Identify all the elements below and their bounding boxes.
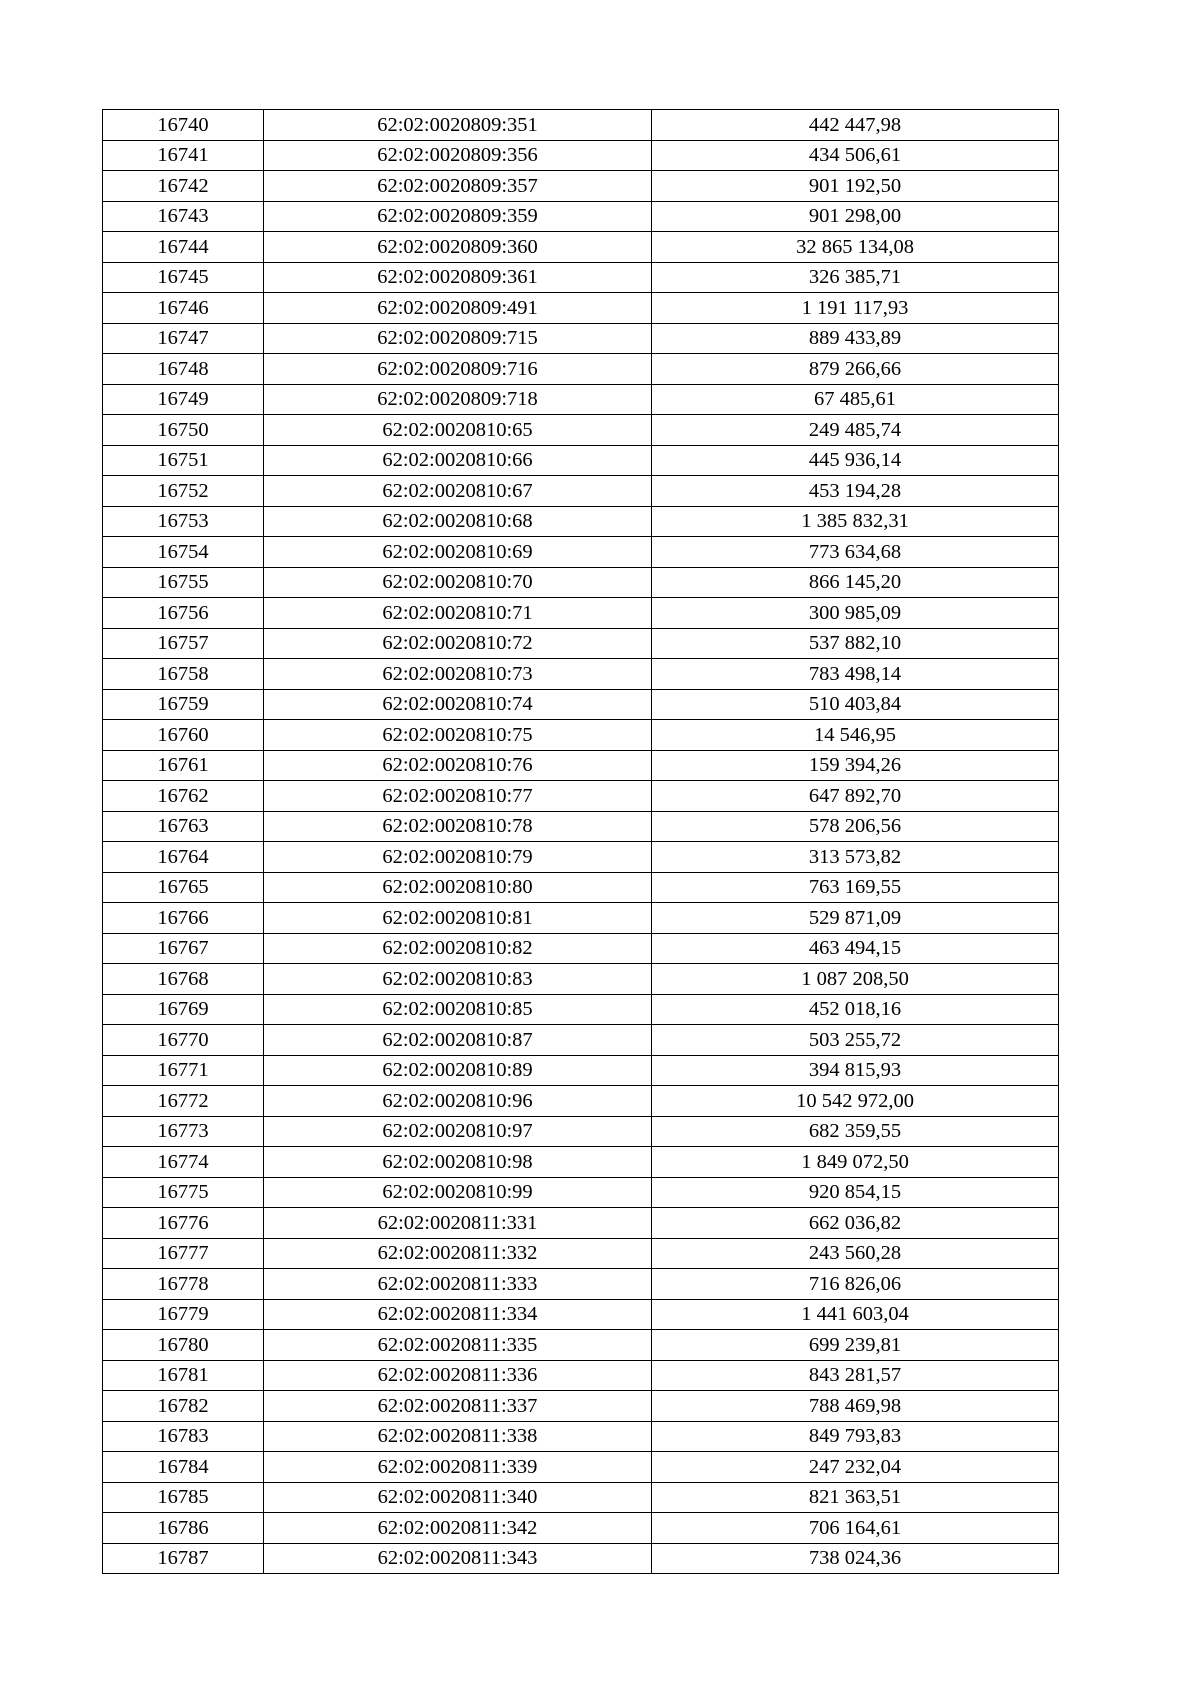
cadastral-value-cell: 788 469,98	[652, 1391, 1059, 1422]
row-number-cell: 16774	[103, 1147, 264, 1178]
row-number-cell: 16758	[103, 659, 264, 690]
cadastral-value-cell: 442 447,98	[652, 110, 1059, 141]
row-number-cell: 16775	[103, 1177, 264, 1208]
table-row	[103, 1055, 1059, 1086]
cadastral-number-cell: 62:02:0020811:339	[264, 1452, 652, 1483]
table-row	[103, 354, 1059, 385]
cadastral-value-cell: 821 363,51	[652, 1482, 1059, 1513]
cadastral-value-cell: 699 239,81	[652, 1330, 1059, 1361]
cadastral-number-cell: 62:02:0020809:360	[264, 232, 652, 263]
cadastral-value-cell: 578 206,56	[652, 811, 1059, 842]
table-row	[103, 1025, 1059, 1056]
cadastral-value-cell: 773 634,68	[652, 537, 1059, 568]
table-row	[103, 1177, 1059, 1208]
table-row	[103, 1391, 1059, 1422]
cadastral-value-cell: 1 087 208,50	[652, 964, 1059, 995]
cadastral-value-cell: 901 298,00	[652, 201, 1059, 232]
table-row	[103, 964, 1059, 995]
cadastral-value-cell: 662 036,82	[652, 1208, 1059, 1239]
row-number-cell: 16765	[103, 872, 264, 903]
cadastral-number-cell: 62:02:0020810:70	[264, 567, 652, 598]
row-number-cell: 16777	[103, 1238, 264, 1269]
cadastral-number-cell: 62:02:0020810:98	[264, 1147, 652, 1178]
cadastral-value-cell: 445 936,14	[652, 445, 1059, 476]
table-row	[103, 994, 1059, 1025]
row-number-cell: 16778	[103, 1269, 264, 1300]
cadastral-value-cell: 326 385,71	[652, 262, 1059, 293]
table-row	[103, 689, 1059, 720]
table-row	[103, 1513, 1059, 1544]
table-row	[103, 415, 1059, 446]
cadastral-value-cell: 249 485,74	[652, 415, 1059, 446]
cadastral-value-cell: 14 546,95	[652, 720, 1059, 751]
cadastral-number-cell: 62:02:0020810:65	[264, 415, 652, 446]
row-number-cell: 16750	[103, 415, 264, 446]
cadastral-value-cell: 463 494,15	[652, 933, 1059, 964]
cadastral-number-cell: 62:02:0020809:361	[264, 262, 652, 293]
cadastral-value-cell: 529 871,09	[652, 903, 1059, 934]
cadastral-number-cell: 62:02:0020810:83	[264, 964, 652, 995]
row-number-cell: 16743	[103, 201, 264, 232]
row-number-cell: 16780	[103, 1330, 264, 1361]
cadastral-number-cell: 62:02:0020810:72	[264, 628, 652, 659]
row-number-cell: 16754	[103, 537, 264, 568]
cadastral-value-cell: 247 232,04	[652, 1452, 1059, 1483]
table-row	[103, 262, 1059, 293]
cadastral-number-cell: 62:02:0020809:491	[264, 293, 652, 324]
table-body	[103, 110, 1059, 1574]
table-row	[103, 1086, 1059, 1117]
table-row	[103, 476, 1059, 507]
row-number-cell: 16745	[103, 262, 264, 293]
cadastral-number-cell: 62:02:0020810:67	[264, 476, 652, 507]
table-row	[103, 506, 1059, 537]
row-number-cell: 16772	[103, 1086, 264, 1117]
table-row	[103, 1238, 1059, 1269]
cadastral-value-cell: 706 164,61	[652, 1513, 1059, 1544]
row-number-cell: 16770	[103, 1025, 264, 1056]
cadastral-value-cell: 763 169,55	[652, 872, 1059, 903]
cadastral-number-cell: 62:02:0020809:716	[264, 354, 652, 385]
row-number-cell: 16751	[103, 445, 264, 476]
cadastral-value-cell: 300 985,09	[652, 598, 1059, 629]
row-number-cell: 16762	[103, 781, 264, 812]
cadastral-number-cell: 62:02:0020810:73	[264, 659, 652, 690]
cadastral-number-cell: 62:02:0020811:336	[264, 1360, 652, 1391]
table-row	[103, 1147, 1059, 1178]
cadastral-value-cell: 159 394,26	[652, 750, 1059, 781]
cadastral-number-cell: 62:02:0020809:357	[264, 171, 652, 202]
cadastral-value-cell: 1 849 072,50	[652, 1147, 1059, 1178]
row-number-cell: 16787	[103, 1543, 264, 1574]
cadastral-number-cell: 62:02:0020810:79	[264, 842, 652, 873]
row-number-cell: 16741	[103, 140, 264, 171]
cadastral-value-cell: 537 882,10	[652, 628, 1059, 659]
row-number-cell: 16767	[103, 933, 264, 964]
cadastral-number-cell: 62:02:0020810:96	[264, 1086, 652, 1117]
table-row	[103, 1330, 1059, 1361]
cadastral-value-cell: 313 573,82	[652, 842, 1059, 873]
cadastral-number-cell: 62:02:0020811:333	[264, 1269, 652, 1300]
cadastral-value-cell: 716 826,06	[652, 1269, 1059, 1300]
row-number-cell: 16763	[103, 811, 264, 842]
table-row	[103, 171, 1059, 202]
cadastral-value-cell: 10 542 972,00	[652, 1086, 1059, 1117]
cadastral-number-cell: 62:02:0020810:80	[264, 872, 652, 903]
cadastral-value-cell: 1 191 117,93	[652, 293, 1059, 324]
row-number-cell: 16784	[103, 1452, 264, 1483]
cadastral-value-cell: 849 793,83	[652, 1421, 1059, 1452]
cadastral-value-cell: 510 403,84	[652, 689, 1059, 720]
row-number-cell: 16753	[103, 506, 264, 537]
cadastral-number-cell: 62:02:0020809:718	[264, 384, 652, 415]
cadastral-number-cell: 62:02:0020810:97	[264, 1116, 652, 1147]
row-number-cell: 16740	[103, 110, 264, 141]
cadastral-value-table	[102, 109, 1059, 1574]
cadastral-number-cell: 62:02:0020810:75	[264, 720, 652, 751]
row-number-cell: 16756	[103, 598, 264, 629]
row-number-cell: 16744	[103, 232, 264, 263]
table-row	[103, 567, 1059, 598]
cadastral-value-cell: 67 485,61	[652, 384, 1059, 415]
cadastral-value-cell: 243 560,28	[652, 1238, 1059, 1269]
row-number-cell: 16759	[103, 689, 264, 720]
cadastral-value-cell: 843 281,57	[652, 1360, 1059, 1391]
cadastral-value-cell: 394 815,93	[652, 1055, 1059, 1086]
table-row	[103, 1208, 1059, 1239]
table-row	[103, 842, 1059, 873]
cadastral-number-cell: 62:02:0020810:89	[264, 1055, 652, 1086]
cadastral-number-cell: 62:02:0020811:337	[264, 1391, 652, 1422]
table-row	[103, 1421, 1059, 1452]
cadastral-number-cell: 62:02:0020811:335	[264, 1330, 652, 1361]
cadastral-number-cell: 62:02:0020811:340	[264, 1482, 652, 1513]
table-row	[103, 140, 1059, 171]
row-number-cell: 16748	[103, 354, 264, 385]
cadastral-number-cell: 62:02:0020811:338	[264, 1421, 652, 1452]
row-number-cell: 16746	[103, 293, 264, 324]
cadastral-number-cell: 62:02:0020810:69	[264, 537, 652, 568]
cadastral-number-cell: 62:02:0020810:85	[264, 994, 652, 1025]
row-number-cell: 16785	[103, 1482, 264, 1513]
table-row	[103, 811, 1059, 842]
table-row	[103, 598, 1059, 629]
row-number-cell: 16783	[103, 1421, 264, 1452]
table-row	[103, 201, 1059, 232]
cadastral-number-cell: 62:02:0020811:342	[264, 1513, 652, 1544]
row-number-cell: 16779	[103, 1299, 264, 1330]
cadastral-value-cell: 920 854,15	[652, 1177, 1059, 1208]
row-number-cell: 16742	[103, 171, 264, 202]
row-number-cell: 16755	[103, 567, 264, 598]
row-number-cell: 16747	[103, 323, 264, 354]
cadastral-number-cell: 62:02:0020811:334	[264, 1299, 652, 1330]
table-row	[103, 323, 1059, 354]
table-row	[103, 110, 1059, 141]
cadastral-value-cell: 453 194,28	[652, 476, 1059, 507]
row-number-cell: 16749	[103, 384, 264, 415]
row-number-cell: 16776	[103, 1208, 264, 1239]
cadastral-value-cell: 901 192,50	[652, 171, 1059, 202]
table-row	[103, 1299, 1059, 1330]
cadastral-number-cell: 62:02:0020811:343	[264, 1543, 652, 1574]
cadastral-number-cell: 62:02:0020810:87	[264, 1025, 652, 1056]
table-row	[103, 872, 1059, 903]
table-row	[103, 659, 1059, 690]
cadastral-value-cell: 866 145,20	[652, 567, 1059, 598]
row-number-cell: 16773	[103, 1116, 264, 1147]
table-row	[103, 903, 1059, 934]
cadastral-value-cell: 452 018,16	[652, 994, 1059, 1025]
table-row	[103, 384, 1059, 415]
row-number-cell: 16760	[103, 720, 264, 751]
table-row	[103, 1269, 1059, 1300]
row-number-cell: 16764	[103, 842, 264, 873]
table-row	[103, 1452, 1059, 1483]
cadastral-value-cell: 647 892,70	[652, 781, 1059, 812]
cadastral-value-cell: 738 024,36	[652, 1543, 1059, 1574]
cadastral-number-cell: 62:02:0020809:356	[264, 140, 652, 171]
table-row	[103, 720, 1059, 751]
cadastral-number-cell: 62:02:0020809:359	[264, 201, 652, 232]
cadastral-number-cell: 62:02:0020810:76	[264, 750, 652, 781]
row-number-cell: 16781	[103, 1360, 264, 1391]
row-number-cell: 16771	[103, 1055, 264, 1086]
cadastral-number-cell: 62:02:0020810:99	[264, 1177, 652, 1208]
table-row	[103, 537, 1059, 568]
row-number-cell: 16752	[103, 476, 264, 507]
table-row	[103, 445, 1059, 476]
table-row	[103, 750, 1059, 781]
cadastral-number-cell: 62:02:0020811:331	[264, 1208, 652, 1239]
table-row	[103, 781, 1059, 812]
cadastral-number-cell: 62:02:0020810:78	[264, 811, 652, 842]
table-row	[103, 1482, 1059, 1513]
table-row	[103, 1360, 1059, 1391]
row-number-cell: 16769	[103, 994, 264, 1025]
cadastral-value-cell: 434 506,61	[652, 140, 1059, 171]
cadastral-number-cell: 62:02:0020809:715	[264, 323, 652, 354]
row-number-cell: 16761	[103, 750, 264, 781]
row-number-cell: 16768	[103, 964, 264, 995]
table-row	[103, 1116, 1059, 1147]
cadastral-number-cell: 62:02:0020810:71	[264, 598, 652, 629]
cadastral-value-cell: 783 498,14	[652, 659, 1059, 690]
cadastral-value-cell: 1 385 832,31	[652, 506, 1059, 537]
cadastral-value-cell: 879 266,66	[652, 354, 1059, 385]
table-row	[103, 628, 1059, 659]
cadastral-number-cell: 62:02:0020810:82	[264, 933, 652, 964]
cadastral-value-cell: 682 359,55	[652, 1116, 1059, 1147]
cadastral-number-cell: 62:02:0020810:77	[264, 781, 652, 812]
cadastral-number-cell: 62:02:0020810:81	[264, 903, 652, 934]
cadastral-number-cell: 62:02:0020810:68	[264, 506, 652, 537]
cadastral-value-cell: 1 441 603,04	[652, 1299, 1059, 1330]
cadastral-number-cell: 62:02:0020810:66	[264, 445, 652, 476]
table-row	[103, 232, 1059, 263]
row-number-cell: 16757	[103, 628, 264, 659]
table-row	[103, 1543, 1059, 1574]
row-number-cell: 16782	[103, 1391, 264, 1422]
cadastral-number-cell: 62:02:0020810:74	[264, 689, 652, 720]
table-row	[103, 933, 1059, 964]
cadastral-value-cell: 503 255,72	[652, 1025, 1059, 1056]
cadastral-value-cell: 889 433,89	[652, 323, 1059, 354]
row-number-cell: 16766	[103, 903, 264, 934]
table-row	[103, 293, 1059, 324]
cadastral-number-cell: 62:02:0020811:332	[264, 1238, 652, 1269]
cadastral-value-cell: 32 865 134,08	[652, 232, 1059, 263]
row-number-cell: 16786	[103, 1513, 264, 1544]
cadastral-number-cell: 62:02:0020809:351	[264, 110, 652, 141]
